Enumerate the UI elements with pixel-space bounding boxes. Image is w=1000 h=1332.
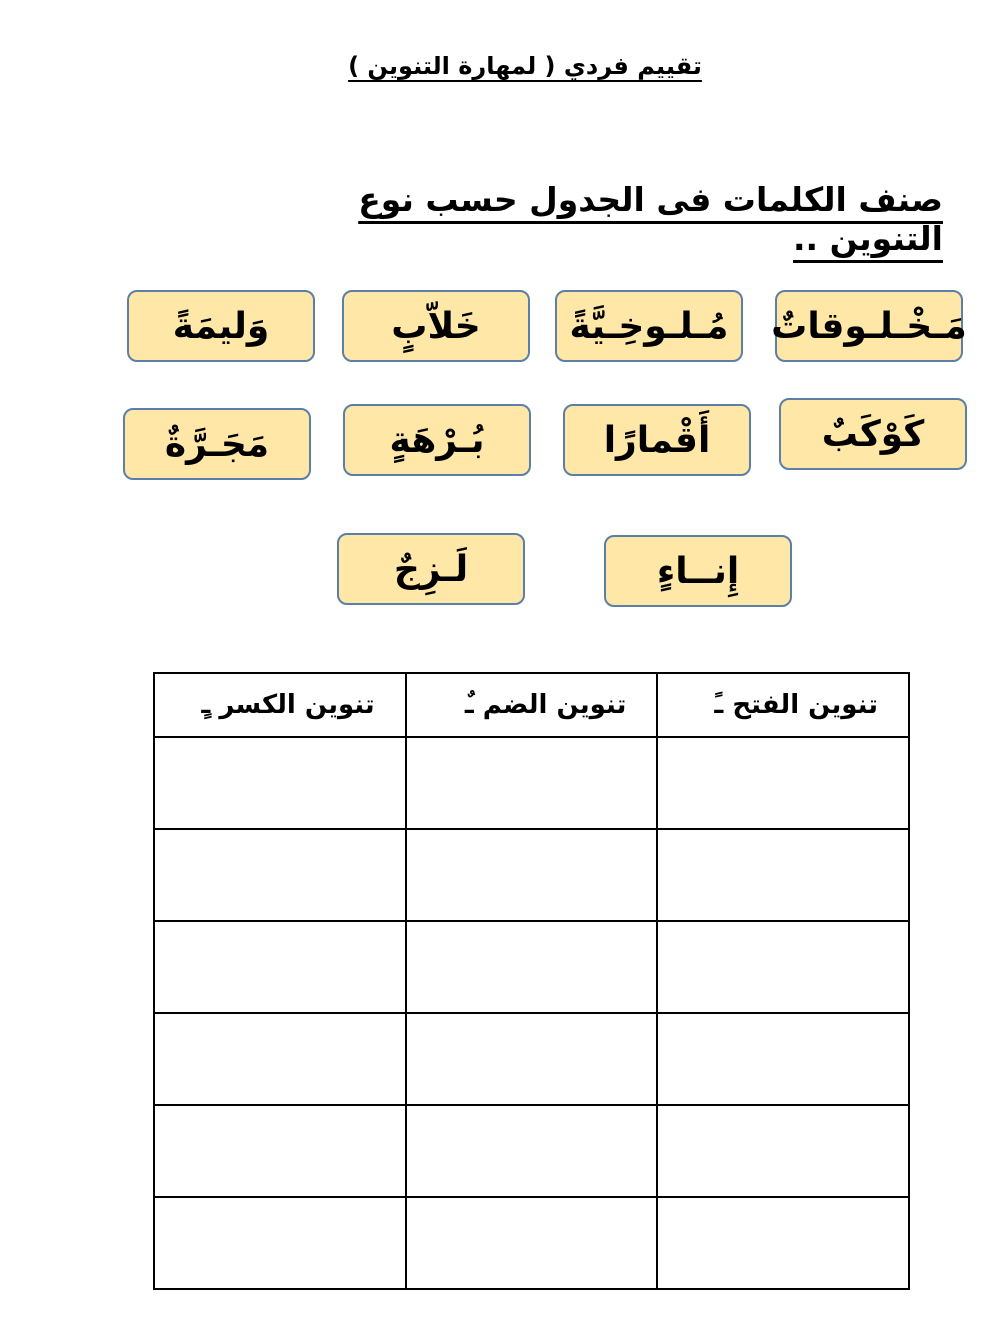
word-card[interactable]: وَليمَةً <box>127 290 315 362</box>
column-header-kasr: تنوين الكسر ـٍ <box>154 673 406 737</box>
drop-cell[interactable] <box>154 737 406 829</box>
drop-cell[interactable] <box>406 1105 658 1197</box>
table-row <box>154 1013 909 1105</box>
drop-cell[interactable] <box>154 1105 406 1197</box>
drop-cell[interactable] <box>406 829 658 921</box>
table-row <box>154 921 909 1013</box>
drop-cell[interactable] <box>406 1197 658 1289</box>
drop-cell[interactable] <box>154 829 406 921</box>
table-row <box>154 829 909 921</box>
table-header-row <box>154 673 909 737</box>
column-header-fath: تنوين الفتح ـً <box>657 673 909 737</box>
table-row <box>154 1105 909 1197</box>
drop-cell[interactable] <box>657 921 909 1013</box>
worksheet-title: تقييم فردي ( لمهارة التنوين ) <box>348 52 702 80</box>
word-card[interactable]: إِنــاءٍ <box>604 535 792 607</box>
drop-cell[interactable] <box>657 737 909 829</box>
table-row <box>154 737 909 829</box>
drop-cell[interactable] <box>406 737 658 829</box>
word-card[interactable]: خَلاّبٍ <box>342 290 530 362</box>
drop-cell[interactable] <box>657 1105 909 1197</box>
drop-cell[interactable] <box>154 921 406 1013</box>
drop-cell[interactable] <box>657 829 909 921</box>
word-card[interactable]: مُـلـوخِـيَّةً <box>555 290 743 362</box>
drop-cell[interactable] <box>154 1197 406 1289</box>
word-card[interactable]: كَوْكَبٌ <box>779 398 967 470</box>
word-card[interactable]: أَقْمارًا <box>563 404 751 476</box>
drop-cell[interactable] <box>657 1197 909 1289</box>
classification-table <box>153 672 910 1290</box>
drop-cell[interactable] <box>154 1013 406 1105</box>
instruction-heading: صنف الكلمات فى الجدول حسب نوع التنوين .. <box>358 180 943 258</box>
word-card[interactable]: لَـزِجٌ <box>337 533 525 605</box>
word-card[interactable]: بُـرْهَةٍ <box>343 404 531 476</box>
table-row <box>154 1197 909 1289</box>
word-card[interactable]: مَجَـرَّةٌ <box>123 408 311 480</box>
drop-cell[interactable] <box>406 1013 658 1105</box>
drop-cell[interactable] <box>657 1013 909 1105</box>
drop-cell[interactable] <box>406 921 658 1013</box>
word-card[interactable]: مَـخْـلـوقاتٌ <box>775 290 963 362</box>
column-header-damm: تنوين الضم ـٌ <box>406 673 658 737</box>
